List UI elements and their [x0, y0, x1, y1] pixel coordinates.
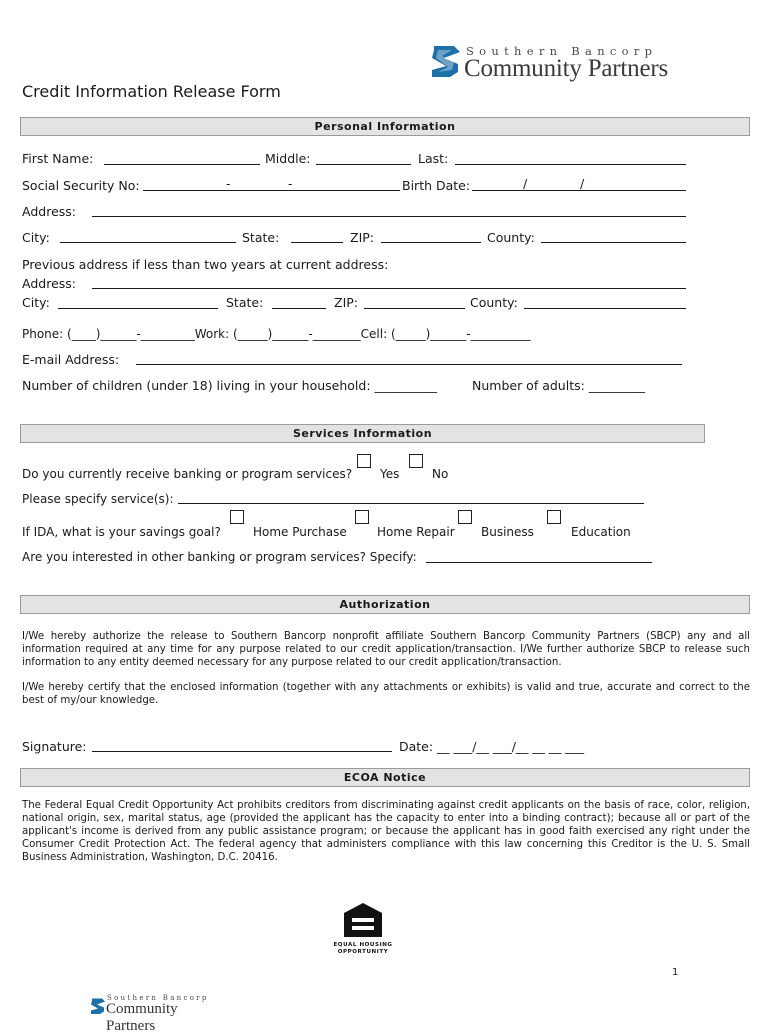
no-label: No [432, 467, 449, 481]
section-header-authorization: Authorization [20, 595, 750, 614]
middle-name-label: Middle: [265, 151, 311, 166]
ssn-field[interactable] [143, 190, 400, 191]
page-title: Credit Information Release Form [22, 82, 281, 101]
state-field[interactable] [291, 242, 343, 243]
ssn-label: Social Security No: [22, 178, 140, 193]
city-field[interactable] [60, 242, 236, 243]
signature-label: Signature: [22, 739, 87, 754]
prev-county-field[interactable] [524, 308, 686, 309]
zip-label: ZIP: [350, 230, 374, 245]
prev-state-label: State: [226, 295, 264, 310]
prev-city-label: City: [22, 295, 50, 310]
email-field[interactable] [136, 364, 682, 365]
header-logo [430, 42, 680, 82]
s-logo-icon [430, 44, 462, 78]
middle-name-field[interactable] [316, 164, 411, 165]
prev-county-label: County: [470, 295, 518, 310]
previous-address-heading: Previous address if less than two years at current address: [22, 257, 389, 272]
email-label: E-mail Address: [22, 352, 120, 367]
s-logo-icon [90, 995, 106, 1017]
birth-date-field[interactable] [472, 190, 686, 191]
eho-caption-line1: EQUAL HOUSING [333, 942, 393, 948]
signature-field[interactable] [92, 751, 392, 752]
last-name-label: Last: [418, 151, 449, 166]
education-checkbox[interactable] [547, 510, 561, 524]
prev-city-field[interactable] [58, 308, 218, 309]
services-question: Do you currently receive banking or program services? [22, 467, 353, 481]
address-label: Address: [22, 204, 76, 219]
brand-tagline: Southern Bancorp [107, 994, 209, 1002]
last-name-field[interactable] [455, 164, 686, 165]
business-checkbox[interactable] [458, 510, 472, 524]
other-services-label: Are you interested in other banking or program services? Specify: [22, 550, 417, 564]
state-label: State: [242, 230, 280, 245]
brand-name: Community Partners [464, 55, 669, 82]
city-label: City: [22, 230, 50, 245]
section-header-ecoa: ECOA Notice [20, 768, 750, 787]
first-name-field[interactable] [104, 164, 260, 165]
phone-row[interactable]: Phone: (____)______-_________Work: (_____)______-________Cell: (_____)______-__________ [22, 327, 531, 341]
prev-address-field[interactable] [92, 288, 686, 289]
no-checkbox[interactable] [409, 454, 423, 468]
brand-name: Community Partners [106, 1001, 178, 1034]
home-repair-checkbox[interactable] [355, 510, 369, 524]
ecoa-notice-text: The Federal Equal Credit Opportunity Act prohibits creditors from discriminating against credit applicants on the basis of race, color, religion, national origin, sex, marital status, age (provided the applicant has the capacity to enter into a binding contract); because all or part of the applicant's income is derived from any public assistance program; or because the applicant has in good faith exercised any right under the Consumer Credit Protection Act. The federal agency that administers compliance with this law concerning this Creditor is the U. S. Small Business Administration, Washington, D.C. 20416. [22, 800, 750, 863]
house-icon [343, 902, 383, 938]
goal-option-label: Business [481, 525, 534, 539]
first-name-label: First Name: [22, 151, 94, 166]
date-separator: / [523, 176, 528, 191]
goal-option-label: Education [571, 525, 631, 539]
footer-logo [90, 994, 230, 1034]
yes-checkbox[interactable] [357, 454, 371, 468]
county-label: County: [487, 230, 535, 245]
yes-label: Yes [380, 467, 400, 481]
section-header-services: Services Information [20, 424, 705, 443]
certification-paragraph: I/We hereby certify that the enclosed information (together with any attachments or exhibits) is valid and true, accurate and correct to the best of my/our knowledge. [22, 682, 750, 706]
adults-field[interactable]: Number of adults: _________ [472, 378, 646, 393]
other-services-field[interactable] [426, 562, 652, 563]
section-header-personal: Personal Information [20, 117, 750, 136]
equal-housing-logo [333, 902, 393, 958]
brand-tagline: Southern Bancorp [466, 44, 658, 58]
home-purchase-checkbox[interactable] [230, 510, 244, 524]
ida-goal-label: If IDA, what is your savings goal? [22, 525, 221, 539]
eho-caption-line2: OPPORTUNITY [337, 949, 389, 955]
date-separator: / [580, 176, 585, 191]
goal-option-label: Home Purchase [253, 525, 347, 539]
prev-address-label: Address: [22, 276, 76, 291]
prev-zip-label: ZIP: [334, 295, 358, 310]
zip-field[interactable] [381, 242, 481, 243]
children-field[interactable]: Number of children (under 18) living in your household: __________ [22, 378, 438, 393]
ssn-separator: - [226, 176, 231, 191]
birth-date-label: Birth Date: [402, 178, 471, 193]
prev-zip-field[interactable] [364, 308, 465, 309]
ssn-separator: - [288, 176, 293, 191]
page-number: 1 [672, 967, 679, 978]
goal-option-label: Home Repair [377, 525, 455, 539]
date-field[interactable]: Date: __ ___/__ ___/__ __ __ ___ [399, 739, 585, 754]
specify-services-label: Please specify service(s): [22, 492, 174, 506]
address-field[interactable] [92, 216, 686, 217]
county-field[interactable] [541, 242, 686, 243]
specify-services-field[interactable] [178, 503, 644, 504]
prev-state-field[interactable] [272, 308, 326, 309]
authorization-paragraph: I/We hereby authorize the release to Southern Bancorp nonprofit affiliate Southern Bancorp Community Partners (SBCP) any and all information required at any time for any purpose related to our credit application/transaction. I/We further authorize SBCP to release such information to any entity deemed necessary for any purpose related to our credit application/transaction. [22, 631, 750, 668]
